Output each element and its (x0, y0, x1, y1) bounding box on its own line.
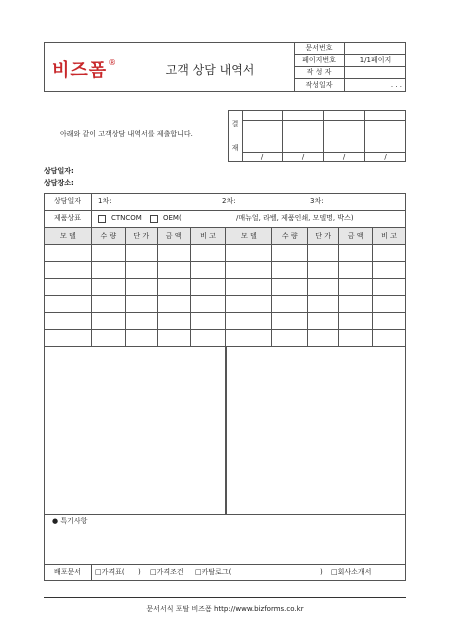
table-cell[interactable] (190, 330, 226, 347)
footer-rule (44, 597, 406, 598)
table-cell[interactable] (45, 330, 92, 347)
table-cell[interactable] (157, 262, 190, 279)
meta-value-date[interactable]: . . . (390, 80, 402, 89)
table-cell[interactable] (339, 313, 373, 330)
table-cell[interactable] (157, 313, 190, 330)
approval-divider (242, 120, 406, 121)
table-cell[interactable] (190, 296, 226, 313)
form-row-divider (44, 514, 406, 515)
logo-registered-mark: ® (108, 58, 117, 67)
table-row[interactable] (45, 262, 406, 279)
col-header-quantity: 수 량 (272, 228, 308, 245)
distribution-company-intro[interactable]: □회사소개서 (331, 568, 372, 576)
table-cell[interactable] (226, 296, 272, 313)
table-cell[interactable] (272, 279, 308, 296)
distribution-price-list-close: ) (138, 568, 141, 576)
form-label-divider (91, 564, 92, 581)
meta-label-date: 작성일자 (305, 80, 333, 89)
col-header-model: 모 델 (226, 228, 272, 245)
col-header-quantity: 수 량 (91, 228, 125, 245)
table-cell[interactable] (373, 245, 406, 262)
table-cell[interactable] (226, 313, 272, 330)
product-label: 제품상표 (53, 214, 82, 222)
table-cell[interactable] (339, 296, 373, 313)
round-1[interactable]: 1차: (98, 197, 112, 205)
table-row[interactable] (45, 245, 406, 262)
consult-place-label: 상담장소: (44, 179, 74, 187)
approval-date-mark: / (384, 153, 387, 161)
col-header-amount: 금 액 (339, 228, 373, 245)
distribution-catalog[interactable]: □카탈로그( (195, 568, 232, 576)
table-cell[interactable] (339, 330, 373, 347)
footer-text: 문서서식 포탈 비즈폼 http://www.bizforms.co.kr (146, 604, 304, 613)
table-cell[interactable] (308, 245, 339, 262)
checkbox-icon[interactable] (150, 215, 158, 223)
table-cell[interactable] (272, 262, 308, 279)
bizforms-logo (52, 58, 116, 80)
table-row[interactable] (45, 313, 406, 330)
table-cell[interactable] (45, 313, 92, 330)
item-table (44, 227, 406, 347)
product-option-oem[interactable] (150, 210, 182, 227)
meta-label-page-number: 페이지번호 (302, 55, 336, 64)
table-cell[interactable] (91, 313, 125, 330)
meta-value-doc-number[interactable] (345, 42, 406, 54)
meta-label-author: 작 성 자 (306, 67, 332, 76)
product-oem-details: /매뉴얼, 라벨, 제품인쇄, 모델명, 박스) (236, 214, 354, 222)
table-cell[interactable] (190, 262, 226, 279)
table-cell[interactable] (91, 279, 125, 296)
consult-date-label: 상담일자: (44, 167, 74, 175)
round-2[interactable]: 2차: (222, 197, 236, 205)
table-cell[interactable] (373, 262, 406, 279)
table-cell[interactable] (308, 313, 339, 330)
table-cell[interactable] (339, 262, 373, 279)
distribution-price-terms[interactable]: □가격조건 (150, 568, 184, 576)
intro-text: 아래와 같이 고객상담 내역서를 제출합니다. (60, 130, 193, 138)
meta-value-author[interactable] (345, 66, 406, 78)
table-row[interactable] (45, 330, 406, 347)
page-title: 고객 상담 내역서 (165, 62, 255, 77)
table-cell[interactable] (91, 262, 125, 279)
table-cell[interactable] (272, 330, 308, 347)
table-cell[interactable] (308, 262, 339, 279)
meta-value-page-number[interactable]: 1/1페이지 (359, 55, 392, 64)
table-cell[interactable] (125, 330, 157, 347)
table-cell[interactable] (226, 245, 272, 262)
table-cell[interactable] (373, 279, 406, 296)
right-notes-area[interactable] (227, 346, 406, 514)
col-header-unit-price: 단 가 (308, 228, 339, 245)
distribution-catalog-close: ) (320, 568, 323, 576)
col-header-amount: 금 액 (157, 228, 190, 245)
table-row[interactable] (45, 279, 406, 296)
table-cell[interactable] (125, 313, 157, 330)
col-header-unit-price: 단 가 (125, 228, 157, 245)
product-option-ctncom-label: CTNCOM (111, 214, 142, 222)
product-option-oem-label: OEM( (163, 214, 182, 222)
approval-label-bottom: 재 (231, 143, 239, 152)
table-cell[interactable] (272, 245, 308, 262)
table-cell[interactable] (125, 262, 157, 279)
table-cell[interactable] (45, 296, 92, 313)
checkbox-icon[interactable] (98, 215, 106, 223)
meta-label-doc-number: 문서번호 (305, 43, 333, 52)
date-row-label: 상담일자 (53, 197, 82, 205)
table-cell[interactable] (157, 279, 190, 296)
table-cell[interactable] (45, 245, 92, 262)
table-cell[interactable] (308, 296, 339, 313)
logo-text: 비즈폼 (52, 60, 108, 81)
col-header-remarks: 비 고 (373, 228, 406, 245)
distribution-label: 배포문서 (53, 568, 82, 576)
table-cell[interactable] (125, 296, 157, 313)
table-cell[interactable] (272, 296, 308, 313)
form-label-divider (91, 193, 92, 227)
table-cell[interactable] (272, 313, 308, 330)
approval-date-mark: / (260, 153, 264, 161)
table-cell[interactable] (45, 262, 92, 279)
table-cell[interactable] (226, 330, 272, 347)
special-notes-label: ● 특기사항 (52, 517, 88, 525)
table-cell[interactable] (190, 313, 226, 330)
table-cell[interactable] (125, 279, 157, 296)
table-cell[interactable] (157, 245, 190, 262)
table-cell[interactable] (91, 330, 125, 347)
distribution-price-list[interactable]: □가격표( (95, 568, 125, 576)
col-header-remarks: 비 고 (190, 228, 226, 245)
left-notes-area[interactable] (44, 346, 226, 514)
table-cell[interactable] (157, 330, 190, 347)
table-cell[interactable] (373, 313, 406, 330)
col-header-model: 모 델 (45, 228, 92, 245)
table-row[interactable] (45, 296, 406, 313)
special-notes-area[interactable] (44, 530, 406, 564)
approval-label-top: 결 (231, 119, 239, 128)
table-cell[interactable] (125, 245, 157, 262)
table-cell[interactable] (308, 330, 339, 347)
table-cell[interactable] (91, 296, 125, 313)
table-cell[interactable] (226, 262, 272, 279)
product-option-ctncom[interactable] (98, 210, 142, 227)
table-cell[interactable] (91, 245, 125, 262)
table-cell[interactable] (157, 296, 190, 313)
approval-date-mark: / (342, 153, 346, 161)
item-table-header (45, 228, 406, 245)
table-cell[interactable] (339, 245, 373, 262)
table-cell[interactable] (190, 279, 226, 296)
table-cell[interactable] (373, 330, 406, 347)
table-cell[interactable] (45, 279, 92, 296)
table-cell[interactable] (308, 279, 339, 296)
table-cell[interactable] (190, 245, 226, 262)
approval-date-mark: / (301, 153, 305, 161)
round-3[interactable]: 3차: (310, 197, 324, 205)
table-cell[interactable] (373, 296, 406, 313)
table-cell[interactable] (339, 279, 373, 296)
table-cell[interactable] (226, 279, 272, 296)
